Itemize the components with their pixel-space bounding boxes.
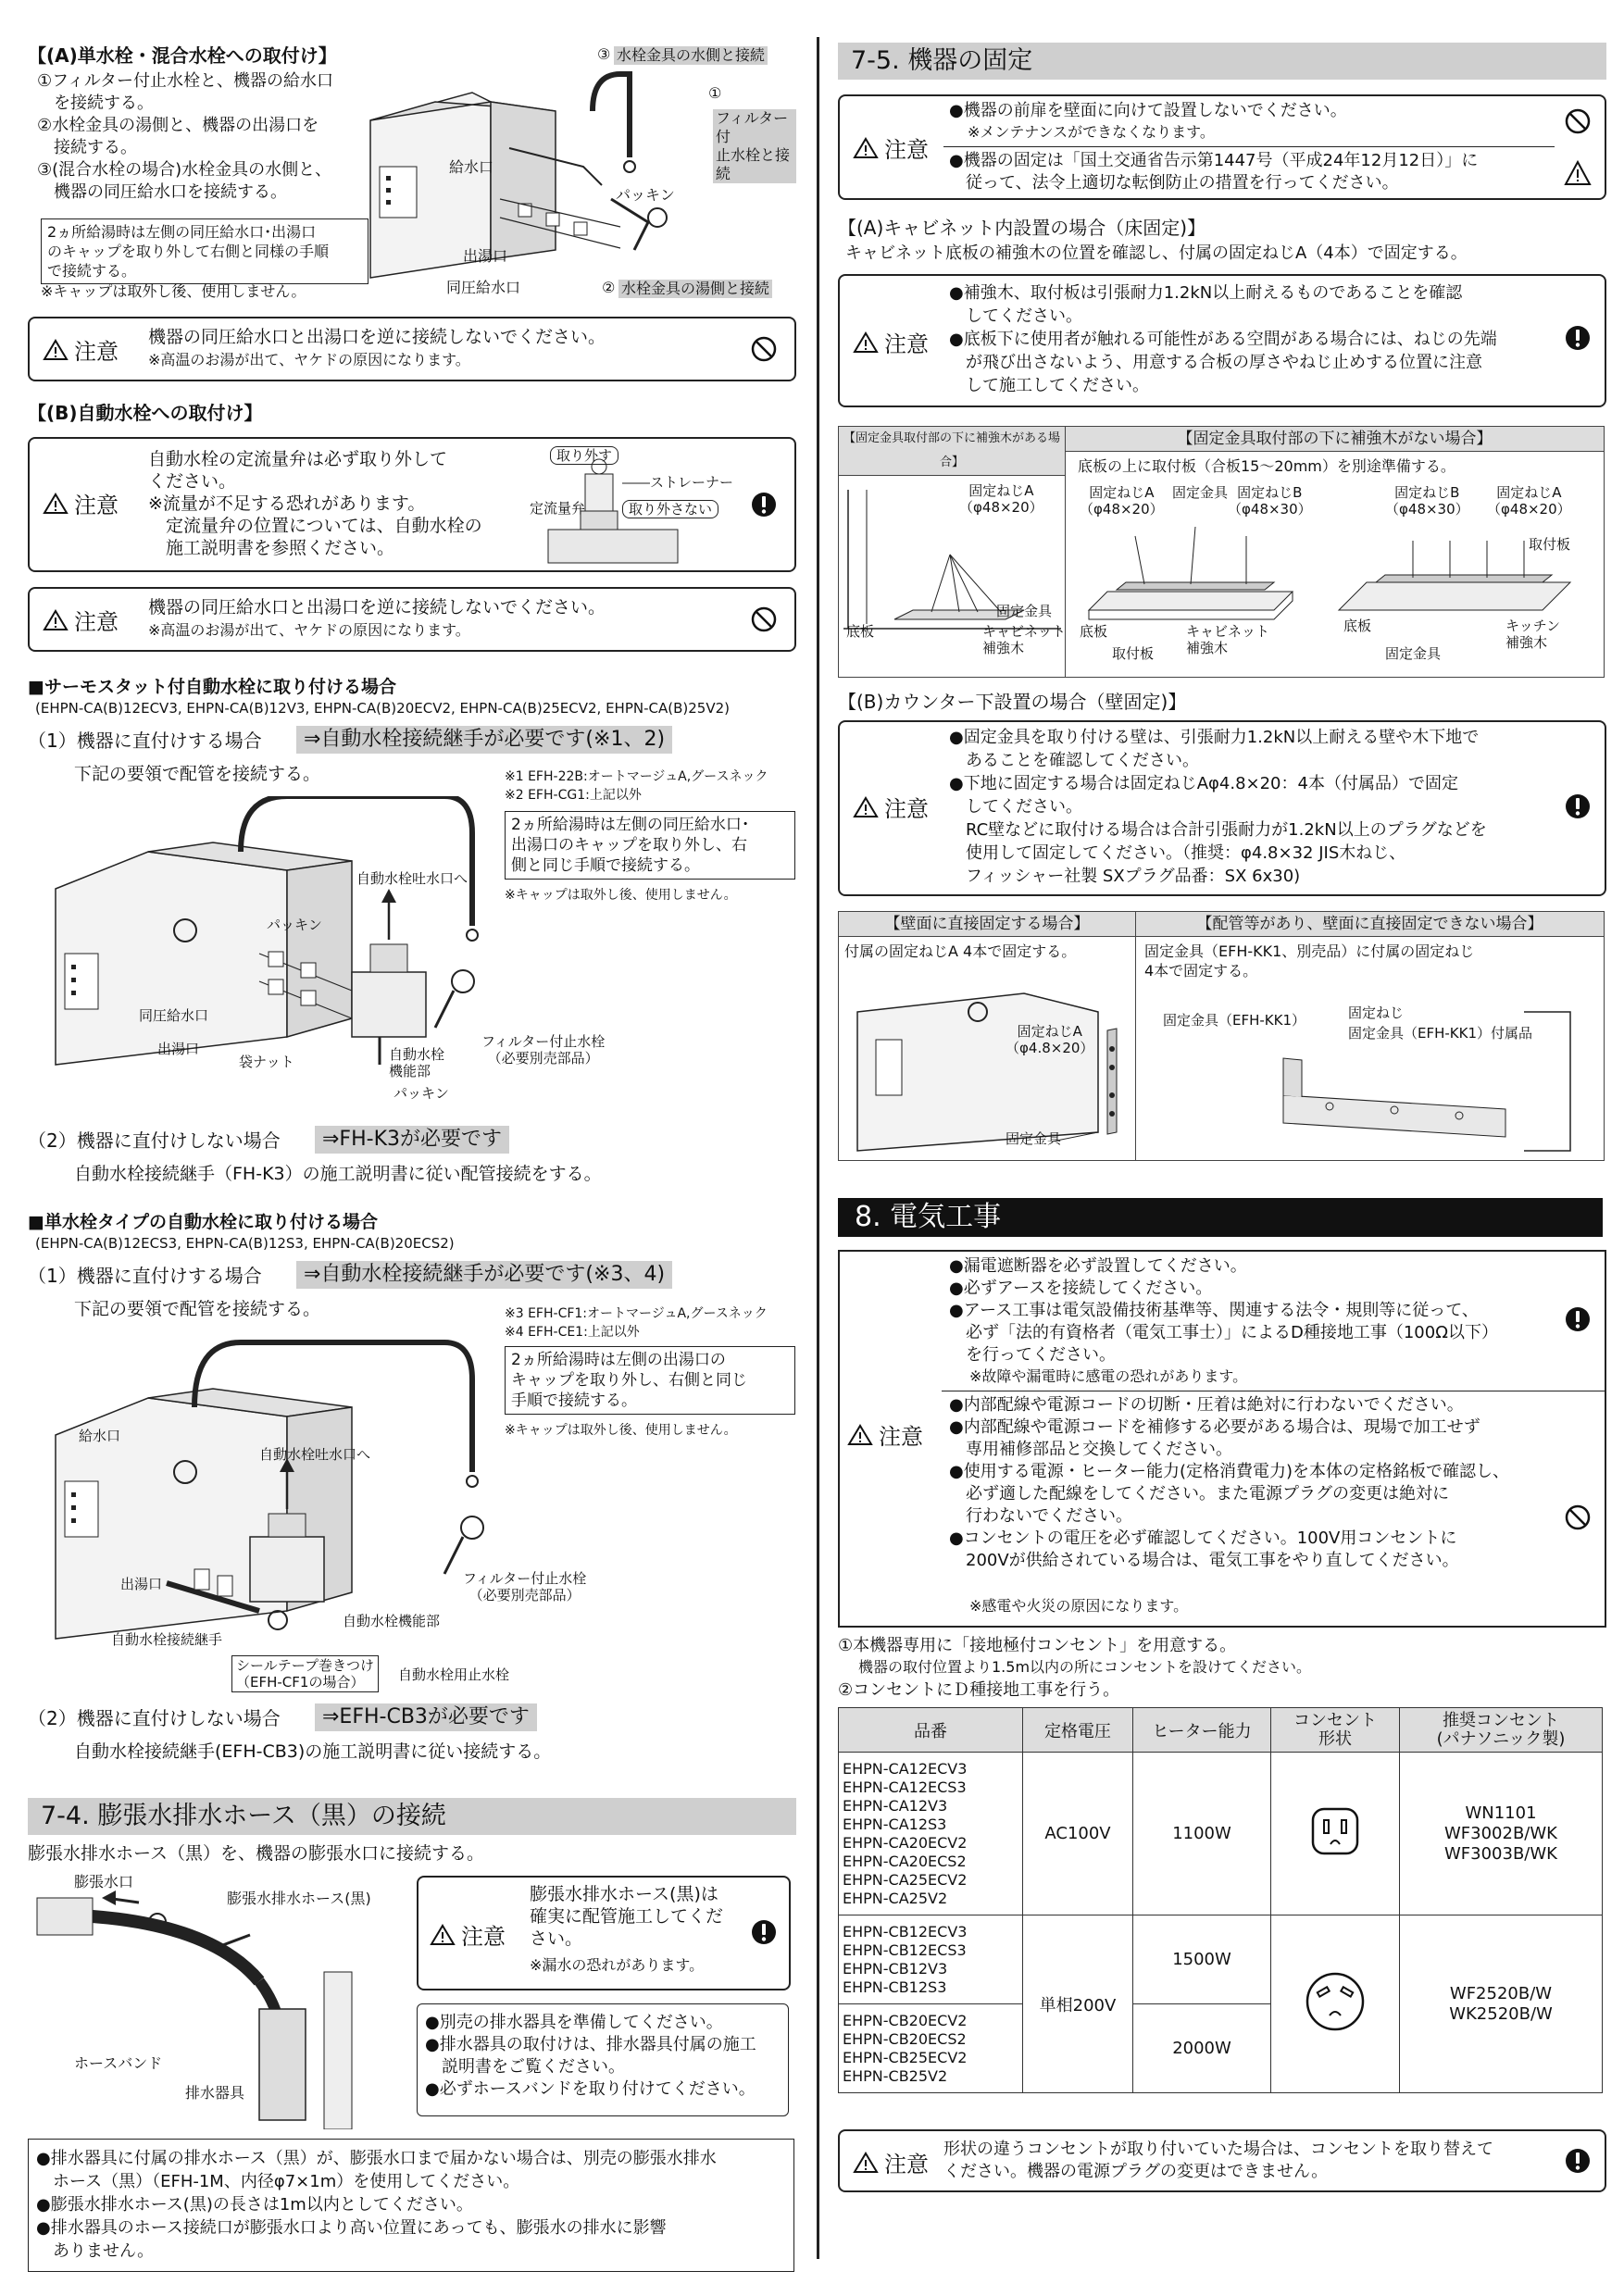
caution-triangle-icon <box>853 137 879 159</box>
wall-p2: 固定金具 <box>1006 1130 1062 1147</box>
single-item2-tag: ⇒EFH-CB3が必要です <box>315 1703 537 1731</box>
th-model: 品番 <box>839 1708 1023 1753</box>
mandatory-icon <box>750 1918 778 1946</box>
caution-8-g2: ●内部配線や電源コードの切断・圧着は絶対に行わないでください。 ●内部配線や電源コードを補修する必要がある場合は、現場で加工せず 専用補修部品と交換してください。 ●使用する電源・ヒーター能力(定格消費電力)を本体の定格銘板で確認し、 必ず適した配線をしてください。また電源プラグの変更は絶対に 行わないでください。 ●コンセントの電圧を必ず確認してください。100V用コンセントに 200Vが供給されている場合は、電気工事をやり直してください。 <box>949 1395 1510 1570</box>
thermo-item2: （2）機器に直付けしない場合 <box>28 1129 281 1152</box>
caution-7-4 <box>417 1876 791 1990</box>
s8-note2: ②コンセントにＤ種接地工事を行う。 <box>838 1680 1120 1700</box>
caution-b1 <box>28 437 796 572</box>
single-title: ■単水栓タイプの自動水栓に取り付ける場合 <box>28 1212 379 1232</box>
single-tape: シールテープ巻きつけ （EFH-CF1の場合） <box>231 1655 379 1692</box>
bottom-notes-box <box>28 2139 794 2272</box>
thermo-doatsu: 同圧給水口 <box>139 1007 209 1024</box>
wall-p5: 固定金具（EFH-KK1）付属品 <box>1348 1025 1533 1042</box>
caution-triangle-icon <box>43 493 69 515</box>
thermo-item1-tag: ⇒自動水栓接続継手が必要です(※1、2) <box>296 726 672 754</box>
section-7-5-title: 7-5. 機器の固定 <box>838 43 1606 80</box>
wall-diag-drawing <box>839 938 1604 1160</box>
thermo-title: ■サーモスタット付自動水栓に取り付ける場合 <box>28 677 396 697</box>
mandatory-icon <box>1564 1305 1592 1333</box>
single-item2: （2）機器に直付けしない場合 <box>28 1707 281 1729</box>
mandatory-icon <box>1564 2147 1592 2175</box>
diag-a-label-3-text: 水栓金具の水側と接続 <box>614 46 768 65</box>
s8-note1: ①本機器専用に「接地極付コンセント」を用意する。 <box>838 1636 1237 1655</box>
section-7-5a-title: 【(A)キャビネット内設置の場合（床固定)】 <box>838 217 1206 239</box>
row3-models: EHPN-CB20ECV2 EHPN-CB20ECS2 EHPN-CB25ECV2 EHPN-CB25V2 <box>839 2004 1023 2093</box>
single-filter: フィルター付止水栓 （必要別売部品） <box>463 1570 587 1603</box>
row1-outlet-cell <box>1271 1753 1400 1915</box>
row2-heater: 1500W <box>1133 1915 1271 2004</box>
floor-p2b: 固定金具 <box>1172 484 1229 501</box>
row1-models: EHPN-CA12ECV3 EHPN-CA12ECS3 EHPN-CA12V3 EHPN-CA12S3 EHPN-CA20ECV2 EHPN-CA20ECS2 EHPN-CA25ECV2 EHPN-CA25V2 <box>839 1753 1023 1915</box>
floor-p1c: キャビネット 補強木 <box>982 623 1067 656</box>
floor-p2c: 固定ねじB （φ48×30） <box>1228 484 1312 518</box>
floor-diag-note: 底板の上に取付板（合板15〜20mm）を別途準備する。 <box>1078 457 1455 475</box>
floor-p3b: 固定ねじA （φ48×20） <box>1487 484 1571 518</box>
single-fn3: ※3 EFH-CF1:オートマージュA,グースネック <box>505 1306 768 1321</box>
th-outlet: コンセント 形状 <box>1271 1708 1400 1753</box>
thermo-spout: 自動水栓吐水口へ <box>356 870 468 887</box>
row2-outlet-cell <box>1271 1915 1400 2093</box>
single-item1: （1）機器に直付けする場合 <box>28 1265 262 1287</box>
caution-b2-main: 機器の同圧給水口と出湯口を逆に接続しないでください。 <box>148 597 606 618</box>
floor-fix-diagram <box>838 426 1605 678</box>
caution-8-outlet <box>838 2129 1606 2192</box>
thermo-diagram <box>46 796 620 1102</box>
caution-a-sub: ※高温のお湯が出て、ヤケドの原因になります。 <box>148 351 470 368</box>
strainer-label: ストレーナー <box>650 474 734 491</box>
caution-7-5a-text: ●補強木、取付板は引張耐力1.2kN以上耐えるものであることを確認 してください。 ●底板下に使用者が触れる可能性がある空間がある場合には、ねじの先端 が飛び出さないよう、用意する合板の厚さやねじ止めする位置に注意 して施工してください。 <box>949 283 1497 395</box>
caution-label: 注意 <box>884 796 929 822</box>
section-a-note-box: 2ヵ所給湯時は左側の同圧給水口･出湯口 のキャップを取り外して右側と同様の手順 で接続する。 <box>41 218 369 284</box>
single-item2-sub: 自動水栓接続継手(EFH-CB3)の施工説明書に従い接続する。 <box>74 1741 552 1762</box>
caution-7-4-main: 膨張水排水ホース(黒)は 確実に配管施工してくだ さい。 <box>530 1884 724 1949</box>
column-divider <box>817 37 819 2259</box>
single-kyusui: 給水口 <box>79 1428 121 1444</box>
caution-triangle-icon <box>430 1924 456 1946</box>
prohibited-icon <box>750 335 778 363</box>
thermo-item1-sub: 下記の要領で配管を接続する。 <box>74 764 321 784</box>
wall-p1: 固定ねじA （φ4.8×20） <box>1006 1023 1094 1056</box>
diag-a-label-2-text: 水栓金具の湯側と接続 <box>618 280 772 298</box>
floor-p3f: キッチン 補強木 <box>1505 618 1560 651</box>
single-fn4: ※4 EFH-CE1:上記以外 <box>505 1325 640 1340</box>
bullets-7-4-box <box>417 2003 789 2116</box>
caution-7-5b <box>838 720 1606 896</box>
floor-diag-h2: 【固定金具取付部の下に補強木がない場合】 <box>1066 427 1604 452</box>
outlet-200v-icon <box>1303 1969 1368 2034</box>
wall-diag-h1: 【壁面に直接固定する場合】 <box>839 912 1135 937</box>
caution-7-5a <box>838 274 1606 407</box>
bullets-7-4: ●別売の排水器具を準備してください。 ●排水器具の取付けは、排水器具付属の施工 説明書をご覧ください。 ●必ずホースバンドを取り付けてください。 <box>425 2013 756 2099</box>
diag-a-packing: パッキン <box>616 186 675 204</box>
drain-label: 排水器具 <box>185 2084 245 2102</box>
prohibited-icon <box>1564 107 1592 135</box>
thermo-item1: （1）機器に直付けする場合 <box>28 730 262 752</box>
row3-heater: 2000W <box>1133 2004 1271 2093</box>
tag-remove: 取り外す <box>550 446 618 465</box>
caution-label: 注意 <box>74 609 119 635</box>
row2-recommend: WF2520B/W WK2520B/W <box>1400 1915 1603 2093</box>
diag-a-label-3: ③ <box>597 45 611 63</box>
single-stop: 自動水栓用止水栓 <box>398 1666 510 1683</box>
caution-label: 注意 <box>884 331 929 357</box>
caution-a <box>28 317 796 381</box>
row1-recommend: WN1101 WF3002B/WK WF3003B/WK <box>1400 1753 1603 1915</box>
prohibited-icon <box>1564 1504 1592 1531</box>
floor-p1b: 固定金具 <box>996 603 1053 619</box>
caution-label: 注意 <box>74 339 119 365</box>
caution-label: 注意 <box>74 493 119 518</box>
thermo-cap-note: ※キャップは取外し後、使用しません。 <box>505 888 737 903</box>
floor-p2f: キャビネット 補強木 <box>1186 623 1270 656</box>
wall-diag-t1: 付属の固定ねじA 4本で固定する。 <box>844 942 1077 960</box>
thermo-item2-sub: 自動水栓接続継手（FH-K3）の施工説明書に従い配管接続をする。 <box>74 1164 602 1184</box>
caution-8-g1s: ※故障や漏電時に感電の恐れがあります。 <box>969 1367 1248 1385</box>
single-shutto: 出湯口 <box>120 1576 163 1592</box>
caution-8 <box>838 1250 1606 1628</box>
thermo-shutto: 出湯口 <box>157 1041 200 1057</box>
thermo-item2-tag: ⇒FH-K3が必要です <box>315 1126 509 1154</box>
mandatory-icon <box>750 491 778 518</box>
outlet-100v-icon <box>1305 1803 1365 1859</box>
floor-p1: 固定ねじA （φ48×20） <box>959 482 1043 516</box>
caution-triangle-icon <box>847 1424 873 1446</box>
caution-b1-text: 自動水栓の定流量弁は必ず取り外して ください。 ※流量が不足する恐れがあります。 定流量弁の位置については、自動水栓の 施工説明書を参照ください。 <box>148 449 482 558</box>
valve-label: 定流量弁 <box>530 500 586 517</box>
section-7-4-intro: 膨張水排水ホース（黒）を、機器の膨張水口に接続する。 <box>28 1843 485 1864</box>
section-7-4-title: 7-4. 膨張水排水ホース（黒）の接続 <box>28 1798 796 1835</box>
th-recommend: 推奨コンセント (パナソニック製) <box>1400 1708 1603 1753</box>
thermo-note-box: 2ヵ所給湯時は左側の同圧給水口･ 出湯口のキャップを取り外し、右 側と同じ手順で接続する。 <box>505 811 795 880</box>
wall-p3: 固定金具（EFH-KK1） <box>1163 1012 1306 1029</box>
bottom-notes: ●排水器具に付属の排水ホース（黒）が、膨張水口まで届かない場合は、別売の膨張水排水 ホース（黒）（EFH-1M、内径φ7×1m）を使用してください。 ●膨張水排水ホース(黒)の長さは1m以内としてください。 ●排水器具のホース接続口が膨張水口より高い位置にあっても、膨張水の排水に影響 ありません。 <box>36 2149 717 2261</box>
caution-7-5-b1s: ※メンテナンスができなくなります。 <box>968 123 1215 141</box>
warning-triangle-icon <box>1564 159 1592 187</box>
wall-fix-diagram <box>838 911 1605 1161</box>
section-a-title: 【(A)単水栓・混合水栓への取付け】 <box>28 44 337 67</box>
section-a-steps: ①フィルター付止水栓と、機器の給水口 を接続する。 ②水栓金具の湯側と、機器の出湯口を 接続する。 ③(混合水栓の場合)水栓金具の水側と、 機器の同圧給水口を接続する。 <box>37 71 333 202</box>
diag-a-shutto: 出湯口 <box>463 247 508 265</box>
caution-8-outlet-text: 形状の違うコンセントが取り付いていた場合は、コンセントを取り替えて ください。機器の電源プラグの変更はできません。 <box>943 2140 1493 2181</box>
thermo-models: (EHPN-CA(B)12ECV3, EHPN-CA(B)12V3, EHPN-CA(B)20ECV2, EHPN-CA(B)25ECV2, EHPN-CA(B)25V2) <box>35 700 730 717</box>
row2-voltage: 単相200V <box>1023 1915 1133 2093</box>
diag-a-label-1: ① <box>708 84 722 102</box>
caution-label: 注意 <box>461 1924 506 1950</box>
diag-a-label-1-text: フィルター付 止水栓と接続 <box>713 109 796 183</box>
diag-a-label-2: ② <box>602 279 616 296</box>
prohibited-icon <box>750 605 778 633</box>
diagram-a <box>343 37 796 306</box>
th-voltage: 定格電圧 <box>1023 1708 1133 1753</box>
single-spout: 自動水栓吐水口へ <box>259 1446 371 1463</box>
caution-label: 注意 <box>879 1424 923 1450</box>
caution-triangle-icon <box>43 609 69 631</box>
caution-triangle-icon <box>853 796 879 818</box>
wall-diag-t2: 固定金具（EFH-KK1、別売品）に付属の固定ねじ 4本で固定する。 <box>1144 942 1475 980</box>
floor-p3d: 底板 <box>1343 618 1372 634</box>
caution-label: 注意 <box>884 2152 929 2177</box>
caution-7-5 <box>838 94 1606 200</box>
section-a-cap-note: ※キャップは取外し後、使用しません。 <box>41 282 306 300</box>
floor-p2a: 固定ねじA （φ48×20） <box>1080 484 1164 518</box>
caution-a-main: 機器の同圧給水口と出湯口を逆に接続しないでください。 <box>148 327 606 347</box>
thermo-unit: 自動水栓 機能部 <box>389 1046 445 1079</box>
single-joint: 自動水栓接続継手 <box>111 1631 223 1648</box>
section-7-5b-title: 【(B)カウンター下設置の場合（壁固定)】 <box>838 691 1187 713</box>
s8-note1-sub: 機器の取付位置より1.5m以内の所にコンセントを設けてください。 <box>858 1658 1312 1676</box>
diag-a-doatsu: 同圧給水口 <box>446 279 521 296</box>
section-7-5a-intro: キャビネット底板の補強木の位置を確認し、付属の固定ねじA（4本）で固定する。 <box>845 243 1468 263</box>
section-b-title: 【(B)自動水栓への取付け】 <box>28 402 263 424</box>
valve-diagram <box>530 446 733 565</box>
caution-7-4-sub: ※漏水の恐れがあります。 <box>530 1956 705 1974</box>
thermo-packing1: パッキン <box>267 917 322 933</box>
thermo-filter: フィルター付止水栓 （必要別売部品） <box>481 1033 606 1067</box>
caution-b2 <box>28 587 796 652</box>
hose-label: 膨張水排水ホース(黒) <box>227 1890 371 1907</box>
thermo-nut: 袋ナット <box>239 1054 294 1070</box>
floor-p3c: 取付板 <box>1529 536 1571 553</box>
floor-p1d: 底板 <box>846 623 875 640</box>
thermo-fn2: ※2 EFH-CG1:上記以外 <box>505 788 642 803</box>
floor-p3a: 固定ねじB （φ48×30） <box>1385 484 1469 518</box>
floor-p3e: 固定金具 <box>1385 645 1442 662</box>
caution-triangle-icon <box>43 339 69 361</box>
caution-triangle-icon <box>853 2152 879 2174</box>
caution-b2-sub: ※高温のお湯が出て、ヤケドの原因になります。 <box>148 621 470 639</box>
mandatory-icon <box>1564 792 1592 820</box>
tag-keep: 取り外さない <box>622 500 718 518</box>
row2-models: EHPN-CB12ECV3 EHPN-CB12ECS3 EHPN-CB12V3 EHPN-CB12S3 <box>839 1915 1023 2004</box>
single-item1-sub: 下記の要領で配管を接続する。 <box>74 1299 321 1319</box>
caution-8-g2s: ※感電や火災の原因になります。 <box>969 1597 1189 1615</box>
floor-diag-h1: 【固定金具取付部の下に補強木がある場合】 <box>839 427 1065 476</box>
single-item1-tag: ⇒自動水栓接続継手が必要です(※3、4) <box>296 1261 672 1289</box>
row1-heater: 1100W <box>1133 1753 1271 1915</box>
wall-p4: 固定ねじ <box>1348 1004 1405 1021</box>
hose-diagram <box>28 1870 398 2129</box>
hose-band-label: ホースバンド <box>74 2054 163 2072</box>
caution-7-5-b1: ●機器の前扉を壁面に向けて設置しないでください。 <box>949 101 1347 120</box>
thermo-packing2: パッキン <box>394 1085 449 1102</box>
caution-triangle-icon <box>853 331 879 354</box>
th-heater: ヒーター能力 <box>1133 1708 1271 1753</box>
mandatory-icon <box>1564 324 1592 352</box>
floor-p2d: 底板 <box>1080 623 1108 640</box>
single-unit: 自動水栓機能部 <box>343 1613 441 1629</box>
single-models: (EHPN-CA(B)12ECS3, EHPN-CA(B)12S3, EHPN-CA(B)20ECS2) <box>35 1235 455 1252</box>
thermo-fn1: ※1 EFH-22B:オートマージュA,グースネック <box>505 769 768 784</box>
single-note-box: 2ヵ所給湯時は左側の出湯口の キャップを取り外し、右側と同じ 手順で接続する。 <box>505 1346 795 1415</box>
caution-7-5b-text: ●固定金具を取り付ける壁は、引張耐力1.2kN以上耐える壁や木下地で あることを確認してください。 ●下地に固定する場合は固定ねじAφ4.8×20：4本（付属品）で固定 してください。 RC壁などに取付ける場合は合計引張耐力が1.2kN以上のプラグなどを 使用して固定してください。（推奨：φ4.8×32 JIS木ねじ、 フィッシャー社製 SXプラグ品番：SX 6x30) <box>949 728 1487 886</box>
row1-voltage: AC100V <box>1023 1753 1133 1915</box>
single-diagram <box>46 1333 620 1694</box>
single-cap-note: ※キャップは取外し後、使用しません。 <box>505 1423 737 1438</box>
section-8-title: 8. 電気工事 <box>838 1198 1603 1237</box>
floor-p2e: 取付板 <box>1112 645 1155 662</box>
hose-port-label: 膨張水口 <box>74 1873 134 1890</box>
caution-7-5-b2: ●機器の固定は「国土交通省告示第1447号（平成24年12月12日）」に 従って、法令上適切な転倒防止の措置を行ってください。 <box>949 151 1479 193</box>
wall-diag-h2: 【配管等があり、壁面に直接固定できない場合】 <box>1136 912 1604 937</box>
caution-8-g1: ●漏電遮断器を必ず設置してください。 ●必ずアースを接続してください。 ●アース工事は電気設備技術基準等、関連する法令・規則等に従って、 必ず「法的有資格者（電気工事士）」によるD種接地工事（100Ω以下） を行ってください。 <box>949 1256 1498 1365</box>
spec-table <box>838 1707 1603 2093</box>
diag-a-kyusui: 給水口 <box>449 158 494 176</box>
caution-label: 注意 <box>884 137 929 163</box>
